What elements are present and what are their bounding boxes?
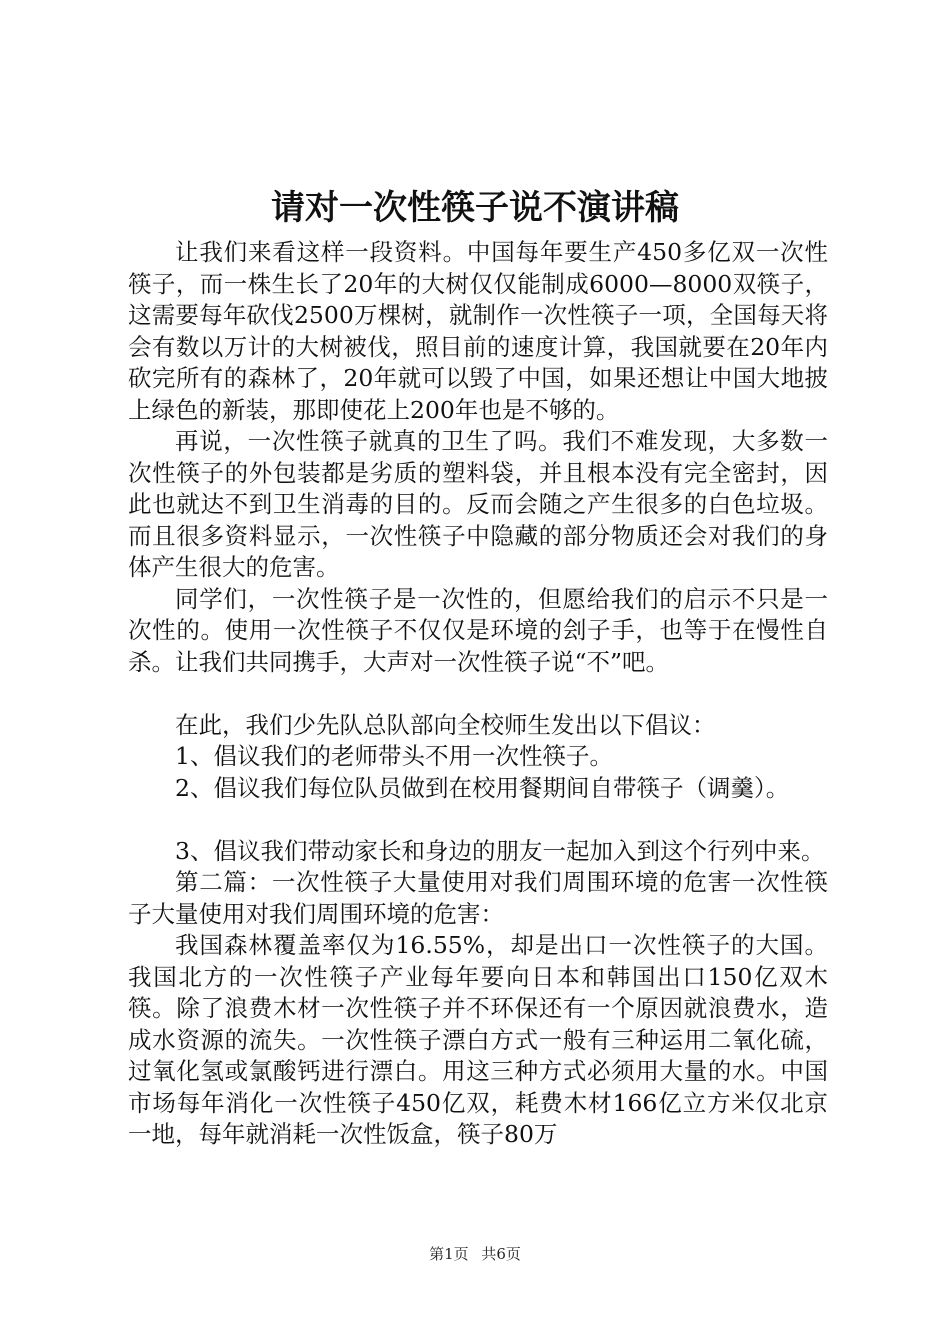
document-body	[128, 237, 828, 1151]
page-footer	[0, 1244, 950, 1264]
page-total: 共6页	[481, 1245, 521, 1263]
paragraph-resource-intro: 让我们来看这样一段资料。中国每年要生产450多亿双一次性筷子，而一株生长了20年的大树仅仅能制成6000—8000双筷子，这需要每年砍伐2500万棵树，就制作一次性筷子一项，全国每天将会有数以万计的大树被伐，照目前的速度计算，我国就要在20年内砍完所有的森林了，20年就可以毁了中国，如果还想让中国大地披上绿色的新装，那即使花上200年也是不够的。	[128, 238, 828, 424]
section-two-heading: 第二篇：一次性筷子大量使用对我们周围环境的危害一次性筷子大量使用对我们周围环境的危害：	[128, 868, 828, 928]
proposal-item-2: 2、倡议我们每位队员做到在校用餐期间自带筷子（调羹）。	[175, 773, 790, 802]
document-title: 请对一次性筷子说不演讲稿	[271, 188, 679, 228]
proposal-item-3: 3、倡议我们带动家长和身边的朋友一起加入到这个行列中来。	[175, 836, 825, 865]
blank-line	[128, 804, 828, 836]
paragraph-proposal-intro: 在此，我们少先队总队部向全校师生发出以下倡议：	[175, 710, 716, 739]
blank-line	[128, 678, 828, 710]
page-number: 第1页	[429, 1245, 469, 1263]
paragraph-call-to-action: 同学们，一次性筷子是一次性的，但愿给我们的启示不只是一次性的。使用一次性筷子不仅仅是环境的刽子手，也等于在慢性自杀。让我们共同携手，大声对一次性筷子说“不”吧。	[128, 584, 828, 676]
paragraph-hygiene: 再说，一次性筷子就真的卫生了吗。我们不难发现，大多数一次性筷子的外包装都是劣质的塑料袋，并且根本没有完全密封，因此也就达不到卫生消毒的目的。反而会随之产生很多的白色垃圾。而且很多资料显示，一次性筷子中隐藏的部分物质还会对我们的身体产生很大的危害。	[128, 427, 828, 581]
proposal-item-1: 1、倡议我们的老师带头不用一次性筷子。	[175, 742, 613, 770]
paragraph-forest-coverage: 我国森林覆盖率仅为16.55%，却是出口一次性筷子的大国。我国北方的一次性筷子产业每年要向日本和韩国出口150亿双木筷。除了浪费木材一次性筷子并不环保还有一个原因就浪费水，造成水资源的流失。一次性筷子漂白方式一般有三种运用二氧化硫，过氧化氢或氯酸钙进行漂白。用这三种方式必须用大量的水。中国市场每年消化一次性筷子450亿双，耗费木材166亿立方米仅北京一地，每年就消耗一次性饭盒，筷子80万	[128, 931, 828, 1148]
